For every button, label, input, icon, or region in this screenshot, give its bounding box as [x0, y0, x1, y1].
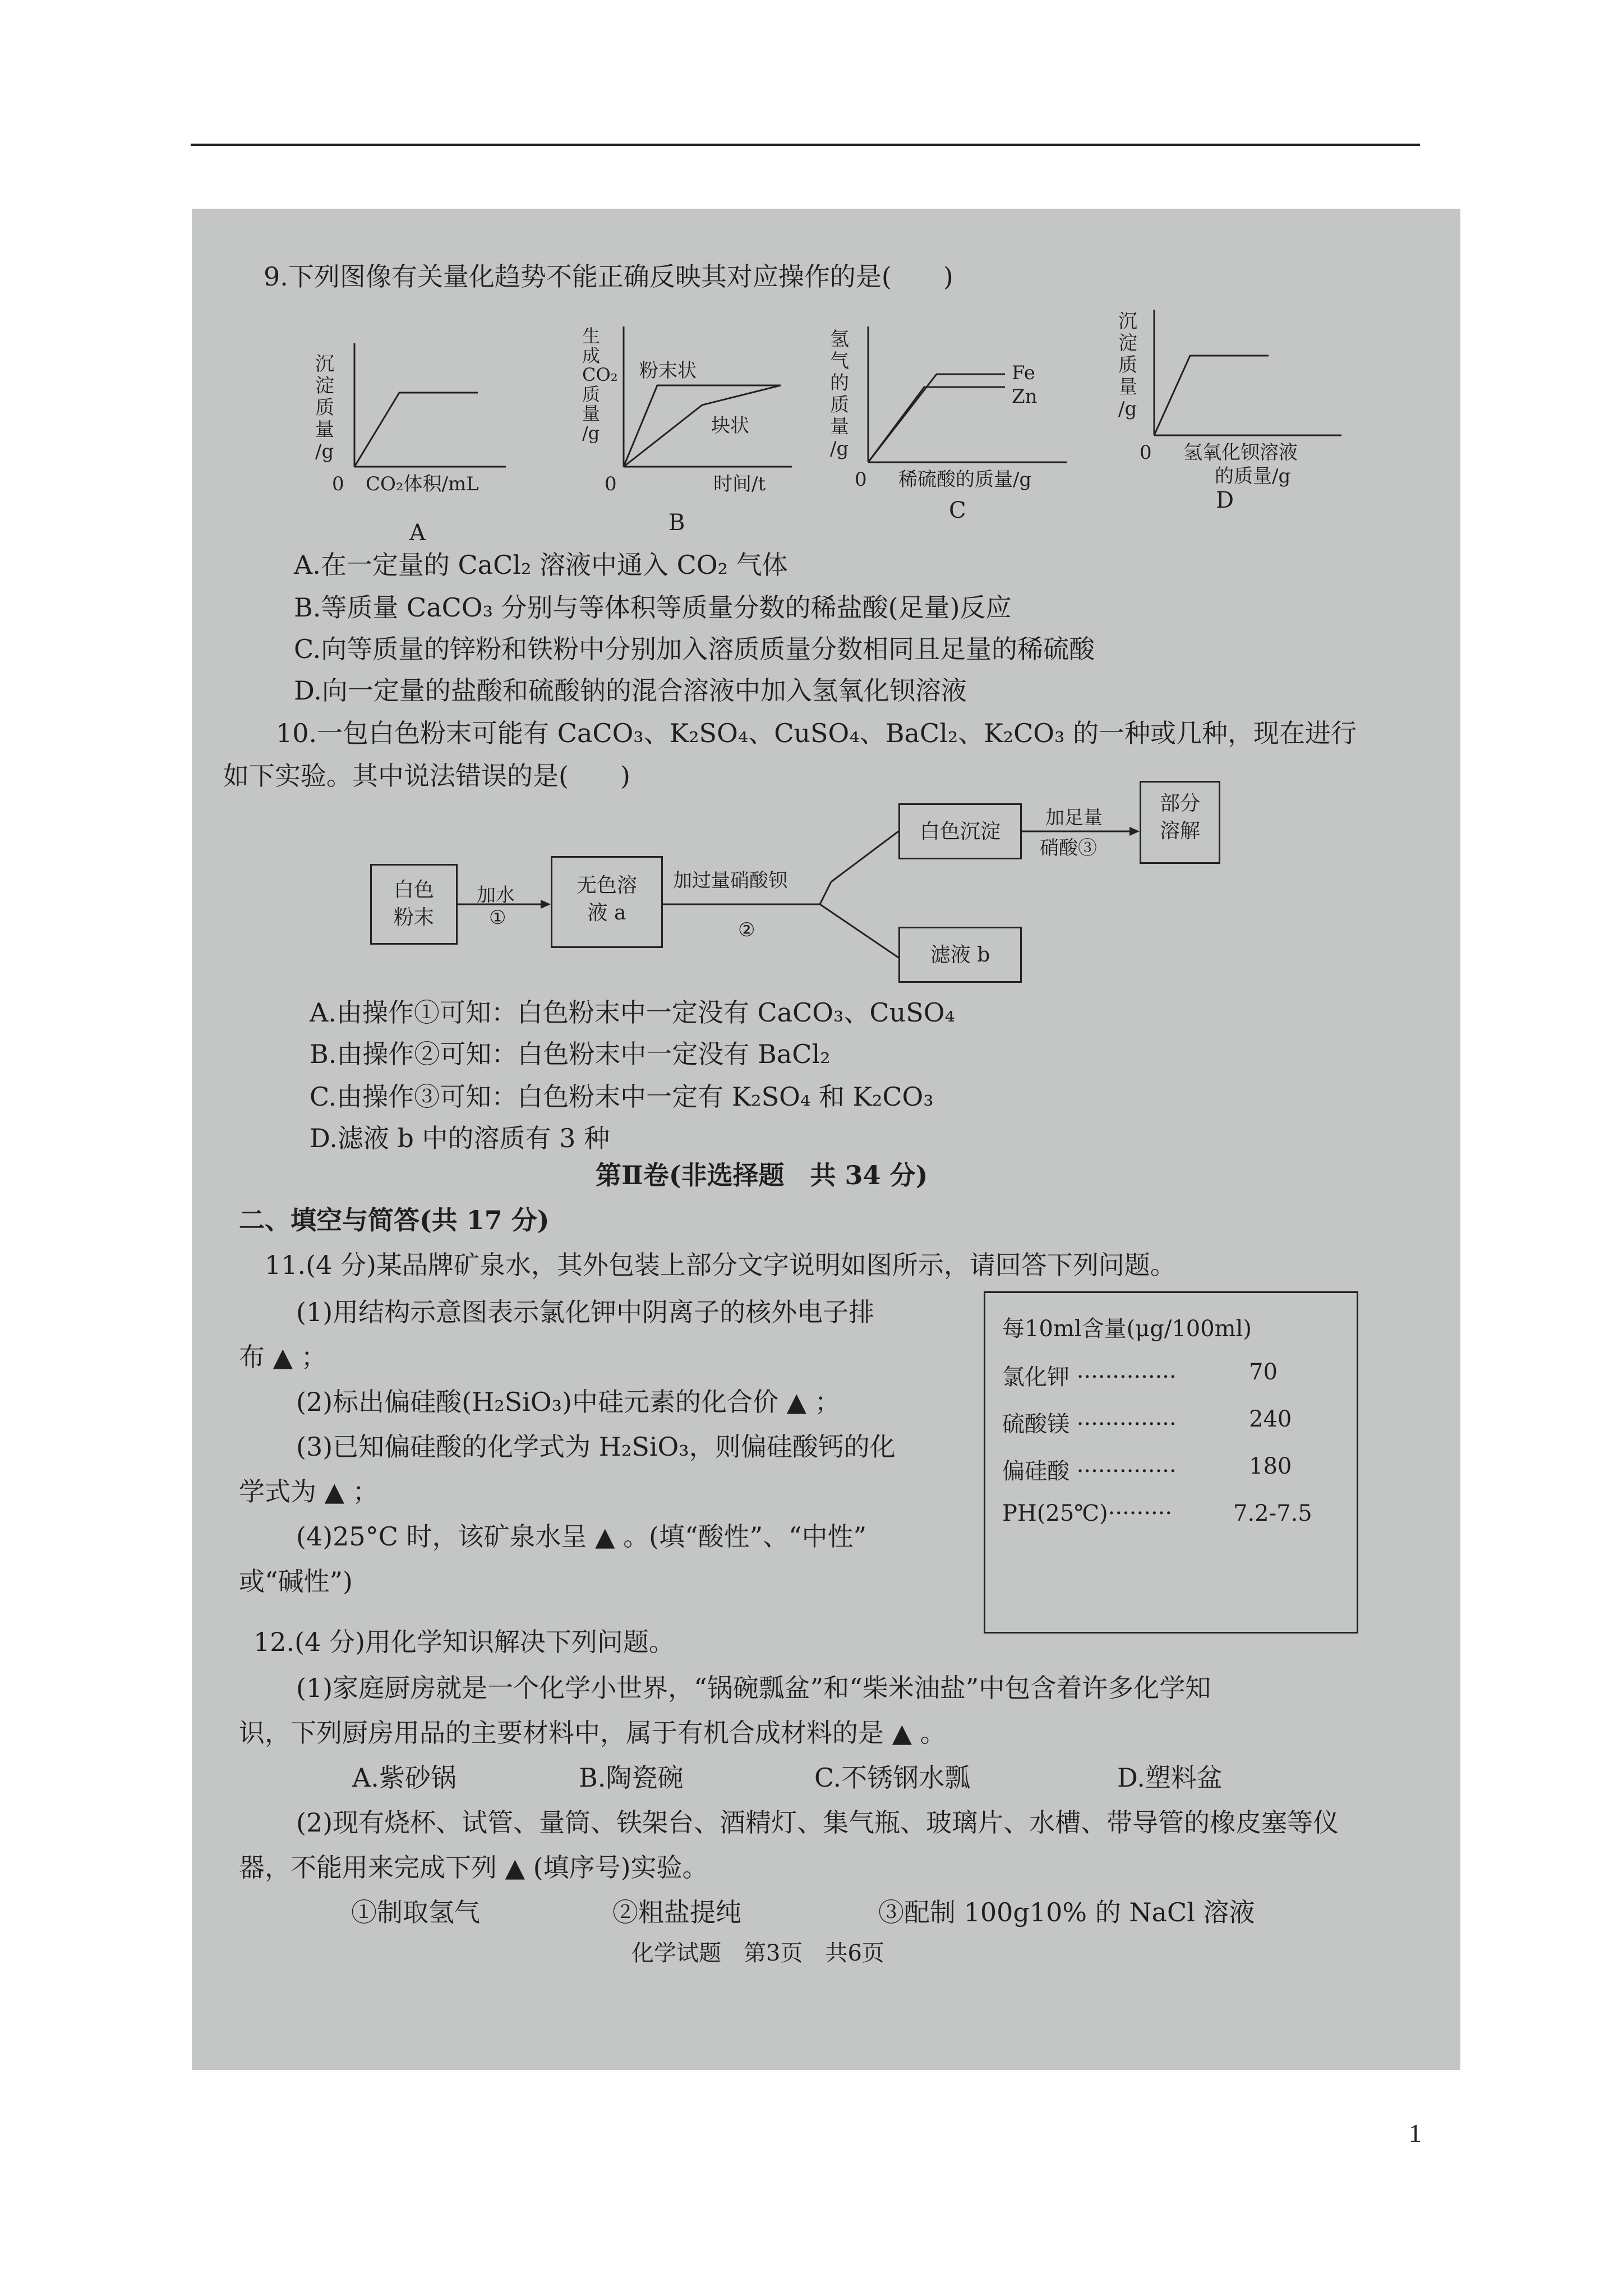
- q11-stem: 11.(4 分)某品牌矿泉水，其外包装上部分文字说明如图所示，请回答下列问题。: [265, 1250, 1176, 1280]
- q12-part1-line2: 识，下列厨房用品的主要材料中，属于有机合成材料的是 ▲ 。: [239, 1718, 946, 1748]
- label-value-h2sio3: 180: [1249, 1453, 1292, 1479]
- q9-option-a: A.在一定量的 CaCl₂ 溶液中通入 CO₂ 气体: [294, 550, 788, 580]
- flow-box-partially-dissolved: 部分 溶解: [1140, 781, 1220, 864]
- q11-part1-line1: (1)用结构示意图表示氯化钾中阴离子的核外电子排: [296, 1297, 875, 1327]
- flow-arrow1-label: 加水: [477, 884, 515, 907]
- graph-d: [1100, 304, 1347, 489]
- label-value-kcl: 70: [1249, 1359, 1278, 1385]
- page-footer: 化学试题 第3页 共6页: [631, 1940, 884, 1966]
- q12-choice-b: B.陶瓷碗: [579, 1763, 684, 1793]
- q12-exp-3: ③配制 100g10% 的 NaCl 溶液: [878, 1897, 1255, 1927]
- graph-a-origin: 0: [332, 473, 344, 495]
- q11-part3-line2: 学式为 ▲ ；: [239, 1476, 379, 1507]
- label-row-h2sio3: 偏硅酸 ··············: [1002, 1458, 1177, 1484]
- q11-part3-line1: (3)已知偏硅酸的化学式为 H₂SiO₃，则偏硅酸钙的化: [296, 1432, 896, 1462]
- q12-exp-1: ①制取氢气: [351, 1897, 480, 1927]
- q10-option-d: D.滤液 b 中的溶质有 3 种: [310, 1123, 610, 1153]
- q10-stem-line2: 如下实验。其中说法错误的是( ): [223, 761, 630, 791]
- label-value-ph: 7.2-7.5: [1233, 1501, 1312, 1526]
- flow-box-white-powder: 白色 粉末: [370, 864, 458, 945]
- graph-a-xlabel: CO₂体积/mL: [366, 473, 479, 495]
- q12-choice-a: A.紫砂锅: [352, 1763, 457, 1793]
- q9-option-c: C.向等质量的锌粉和铁粉中分别加入溶质质量分数相同且足量的稀硫酸: [294, 634, 1095, 664]
- flow-arrow2-label: 加过量硝酸钡: [673, 869, 787, 892]
- graph-d-xlabel-line1: 氢氧化钡溶液: [1183, 441, 1298, 464]
- mineral-water-label: [984, 1291, 1358, 1634]
- q9-option-d: D.向一定量的盐酸和硫酸钠的混合溶液中加入氢氧化钡溶液: [294, 675, 967, 706]
- q9-option-b: B.等质量 CaCO₃ 分别与等体积等质量分数的稀盐酸(足量)反应: [294, 592, 1012, 623]
- part2-section: 二、填空与简答(共 17 分): [239, 1205, 550, 1235]
- flow-box-filtrate-b: 滤液 b: [898, 927, 1022, 983]
- q11-part2: (2)标出偏硅酸(H₂SiO₃)中硅元素的化合价 ▲ ；: [296, 1387, 841, 1417]
- page-number: 1: [1409, 2119, 1422, 2147]
- q12-part2-line1: (2)现有烧杯、试管、量筒、铁架台、酒精灯、集气瓶、玻璃片、水槽、带导管的橡皮塞等仪: [296, 1807, 1339, 1838]
- graph-b-xlabel: 时间/t: [713, 473, 766, 495]
- graph-c: [814, 315, 1072, 500]
- flow-arrow3-step: 硝酸③: [1040, 837, 1097, 859]
- header-rule: [191, 144, 1420, 146]
- graph-b-curve-powder: 粉末状: [639, 360, 697, 382]
- flow-arrow2-step: ②: [738, 919, 755, 941]
- graph-c-ylabel: 氢 气 的 质 量 /g: [830, 328, 849, 461]
- q10-stem-line1: 10.一包白色粉末可能有 CaCO₃、K₂SO₄、CuSO₄、BaCl₂、K₂CO₃ 的一种或几种，现在进行: [276, 718, 1357, 748]
- q12-exp-2: ②粗盐提纯: [612, 1897, 741, 1927]
- graph-d-xlabel-line2: 的质量/g: [1215, 465, 1291, 487]
- flow-box-colorless-solution: 无色溶 液 a: [551, 856, 663, 948]
- label-row-kcl: 氯化钾 ··············: [1002, 1364, 1177, 1390]
- q11-part4-line2: 或“碱性”): [239, 1566, 353, 1596]
- graph-d-ylabel: 沉 淀 质 量 /g: [1118, 310, 1137, 421]
- graph-b-origin: 0: [605, 473, 617, 495]
- graph-b-caption: B: [668, 510, 685, 536]
- flow-box-white-precipitate: 白色沉淀: [898, 803, 1022, 859]
- q12-part1-line1: (1)家庭厨房就是一个化学小世界，“锅碗瓢盆”和“柴米油盐”中包含着许多化学知: [296, 1673, 1211, 1703]
- exam-photo: [192, 209, 1460, 2070]
- graph-a: [298, 338, 511, 506]
- q10-option-a: A.由操作①可知：白色粉末中一定没有 CaCO₃、CuSO₄: [310, 997, 955, 1028]
- flow-arrow3-label: 加足量: [1045, 807, 1103, 829]
- graph-b-curve-block: 块状: [711, 415, 749, 437]
- q12-choice-c: C.不锈钢水瓢: [814, 1763, 971, 1793]
- q12-stem: 12.(4 分)用化学知识解决下列问题。: [253, 1627, 675, 1657]
- q9-stem: 9.下列图像有关量化趋势不能正确反映其对应操作的是( ): [264, 261, 953, 292]
- graph-c-curve-zn: Zn: [1012, 385, 1038, 408]
- graph-b: [573, 315, 797, 500]
- graph-c-origin: 0: [855, 468, 867, 491]
- graph-c-curve-fe: Fe: [1012, 362, 1035, 384]
- q10-option-b: B.由操作②可知：白色粉末中一定没有 BaCl₂: [310, 1039, 831, 1069]
- graph-a-ylabel: 沉 淀 质 量 /g: [315, 353, 334, 463]
- flow-arrow1-step: ①: [489, 907, 506, 929]
- graph-a-caption: A: [409, 520, 426, 546]
- q11-part1-line2: 布 ▲ ；: [239, 1342, 327, 1372]
- label-row-mgso4: 硫酸镁 ··············: [1002, 1411, 1177, 1437]
- part2-title: 第Ⅱ卷(非选择题 共 34 分): [596, 1160, 928, 1190]
- q11-part4-line1: (4)25°C 时，该矿泉水呈 ▲ 。(填“酸性”、“中性”: [296, 1521, 867, 1552]
- label-value-mgso4: 240: [1249, 1406, 1292, 1432]
- q10-option-c: C.由操作③可知：白色粉末中一定有 K₂SO₄ 和 K₂CO₃: [310, 1082, 934, 1112]
- q12-part2-line2: 器，不能用来完成下列 ▲ (填序号)实验。: [239, 1852, 708, 1883]
- graph-b-ylabel: 生 成 CO₂ 质 量 /g: [582, 325, 618, 444]
- graph-c-xlabel: 稀硫酸的质量/g: [898, 468, 1032, 491]
- graph-c-caption: C: [949, 498, 966, 523]
- q12-choice-d: D.塑料盆: [1117, 1763, 1223, 1793]
- graph-d-caption: D: [1216, 487, 1234, 513]
- label-row-ph: PH(25℃)·········: [1002, 1501, 1173, 1526]
- label-header: 每10ml含量(μg/100ml): [1002, 1316, 1252, 1342]
- graph-d-origin: 0: [1140, 441, 1152, 464]
